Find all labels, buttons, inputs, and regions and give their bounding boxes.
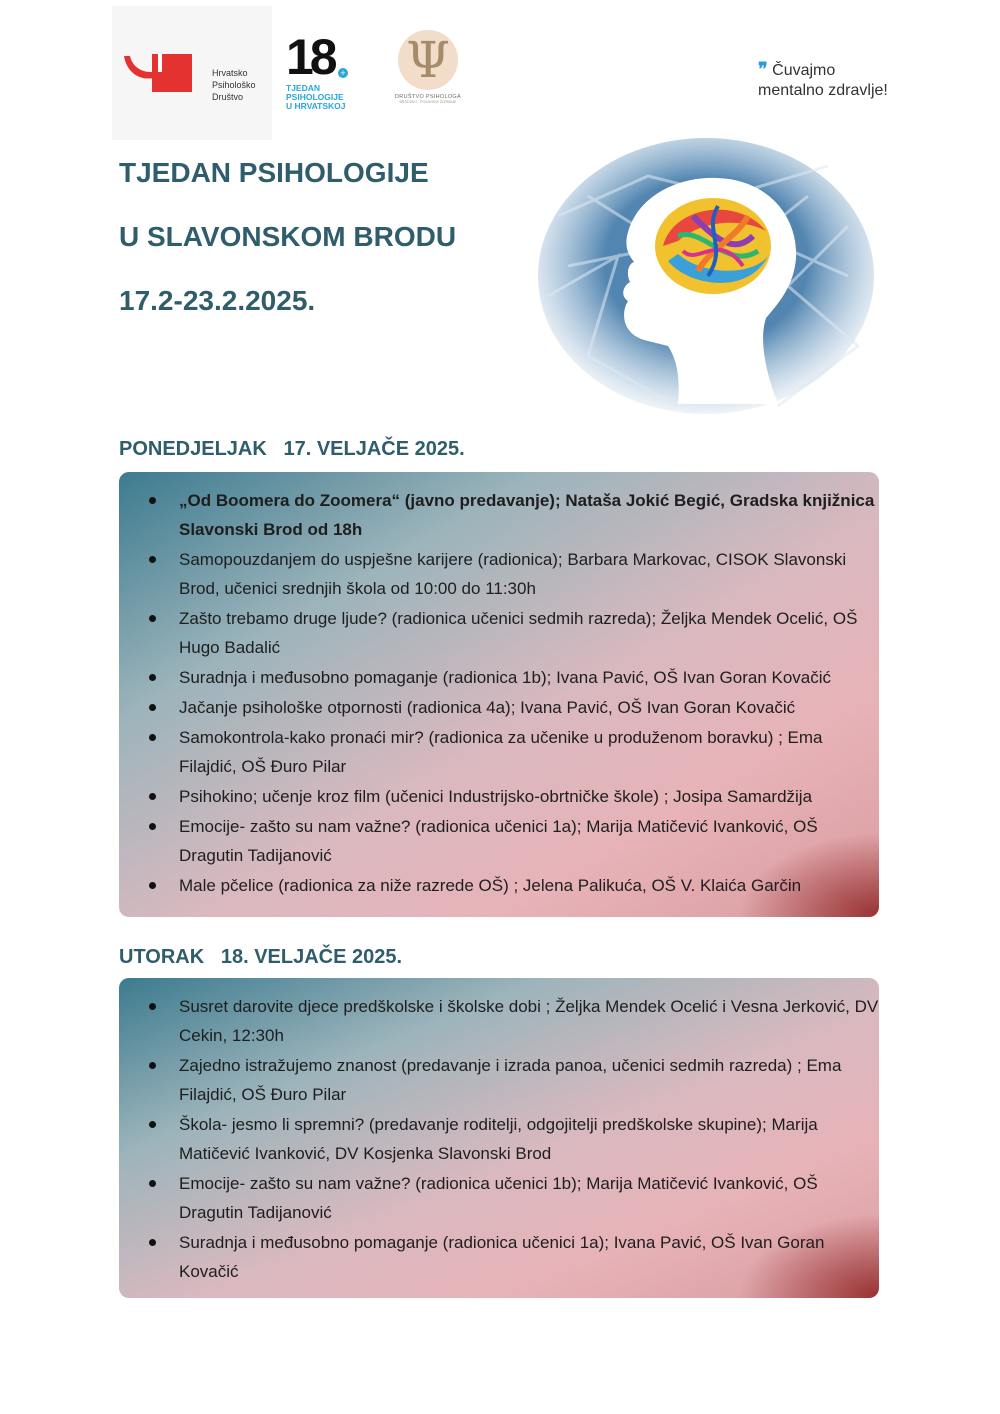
week-18-logo (286, 29, 356, 122)
slogan-line-2: mentalno zdravlje! (758, 82, 888, 99)
list-item: Psihokino; učenje kroz film (učenici Industrijsko-obrtničke škole) ; Josipa Samardžija (179, 782, 879, 811)
psi-icon: Ψ (398, 30, 458, 90)
head-brain-illustration (528, 136, 878, 426)
dp-logo-text: DRUŠTVO PSIHOLOGA (395, 94, 461, 100)
tuesday-events-list (119, 978, 879, 1286)
list-item: „Od Boomera do Zoomera“ (javno predavanje); Nataša Jokić Begić, Gradska knjižnica Slavonski Brod od 18h (179, 486, 879, 544)
slogan-line-1: Čuvajmo (772, 62, 836, 79)
header-logos (112, 6, 992, 140)
list-item: Zašto trebamo druge ljude? (radionica učenici sedmih razreda); Željka Mendek Ocelić, OŠ Hugo Badalić (179, 604, 879, 662)
title-dates: 17.2-23.2.2025. (119, 285, 316, 316)
list-item: Suradnja i međusobno pomaganje (radionica učenici 1a); Ivana Pavić, OŠ Ivan Goran Kovačić (179, 1228, 879, 1286)
hpd-logo (112, 6, 272, 140)
slogan (758, 60, 888, 101)
list-item: Zajedno istražujemo znanost (predavanje i izrada panoa, učenici sedmih razreda) ; Ema Filajdić, OŠ Đuro Pilar (179, 1051, 879, 1109)
list-item: Samokontrola-kako pronaći mir? (radionica za učenike u produženom boravku) ; Ema Filajdić, OŠ Đuro Pilar (179, 723, 879, 781)
day-heading-monday: PONEDJELJAK 17. VELJAČE 2025. (119, 438, 465, 460)
title-line-2: U SLAVONSKOM BRODU (119, 221, 457, 252)
quote-icon: ❞ (758, 59, 768, 80)
list-item: Susret darovite djece predškolske i školske dobi ; Željka Mendek Ocelić i Vesna Jerković, DV Cekin, 12:30h (179, 992, 879, 1050)
list-item: Emocije- zašto su nam važne? (radionica učenici 1b); Marija Matičević Ivanković, OŠ Dragutin Tadijanović (179, 1169, 879, 1227)
list-item: Male pčelice (radionica za niže razrede OŠ) ; Jelena Palikuća, OŠ V. Klaića Garčin (179, 871, 879, 900)
day-heading-tuesday: UTORAK 18. VELJAČE 2025. (119, 946, 403, 968)
hpd-mark-icon (122, 50, 208, 96)
monday-events-panel (119, 472, 879, 917)
tuesday-events-panel (119, 978, 879, 1298)
list-item: Suradnja i međusobno pomaganje (radionica 1b); Ivana Pavić, OŠ Ivan Goran Kovačić (179, 663, 879, 692)
week-logo-line: U HRVATSKOJ (286, 101, 346, 111)
drustvo-psihologa-logo (390, 30, 466, 120)
hpd-text-line: Hrvatsko (212, 68, 248, 78)
week-logo-line: TJEDAN (286, 83, 321, 93)
monday-events-list (119, 472, 879, 900)
list-item: Emocije- zašto su nam važne? (radionica učenici 1a); Marija Matičević Ivanković, OŠ Dragutin Tadijanović (179, 812, 879, 870)
list-item: Škola- jesmo li spremni? (predavanje roditelji, odgojitelji predškolske skupine); Marija Matičević Ivanković, DV Kosjenka Slavonski Brod (179, 1110, 879, 1168)
week-logo-line: PSIHOLOGIJE (286, 92, 344, 102)
page-title (119, 152, 456, 344)
list-item: Jačanje psihološke otpornosti (radionica 4a); Ivana Pavić, OŠ Ivan Goran Kovačić (179, 693, 879, 722)
hpd-text-line: Psihološko (212, 80, 256, 90)
plus-badge-icon: + (338, 68, 348, 78)
title-line-1: TJEDAN PSIHOLOGIJE (119, 157, 429, 188)
dp-logo-subtext: BRODSKO - POSAVSKE ŽUPANIJE (399, 100, 457, 104)
list-item: Samopouzdanjem do uspješne karijere (radionica); Barbara Markovac, CISOK Slavonski Brod, učenici srednjih škola od 10:00 do 11:30h (179, 545, 879, 603)
hpd-text-line: Društvo (212, 92, 244, 102)
week-number: 18 (286, 29, 334, 85)
